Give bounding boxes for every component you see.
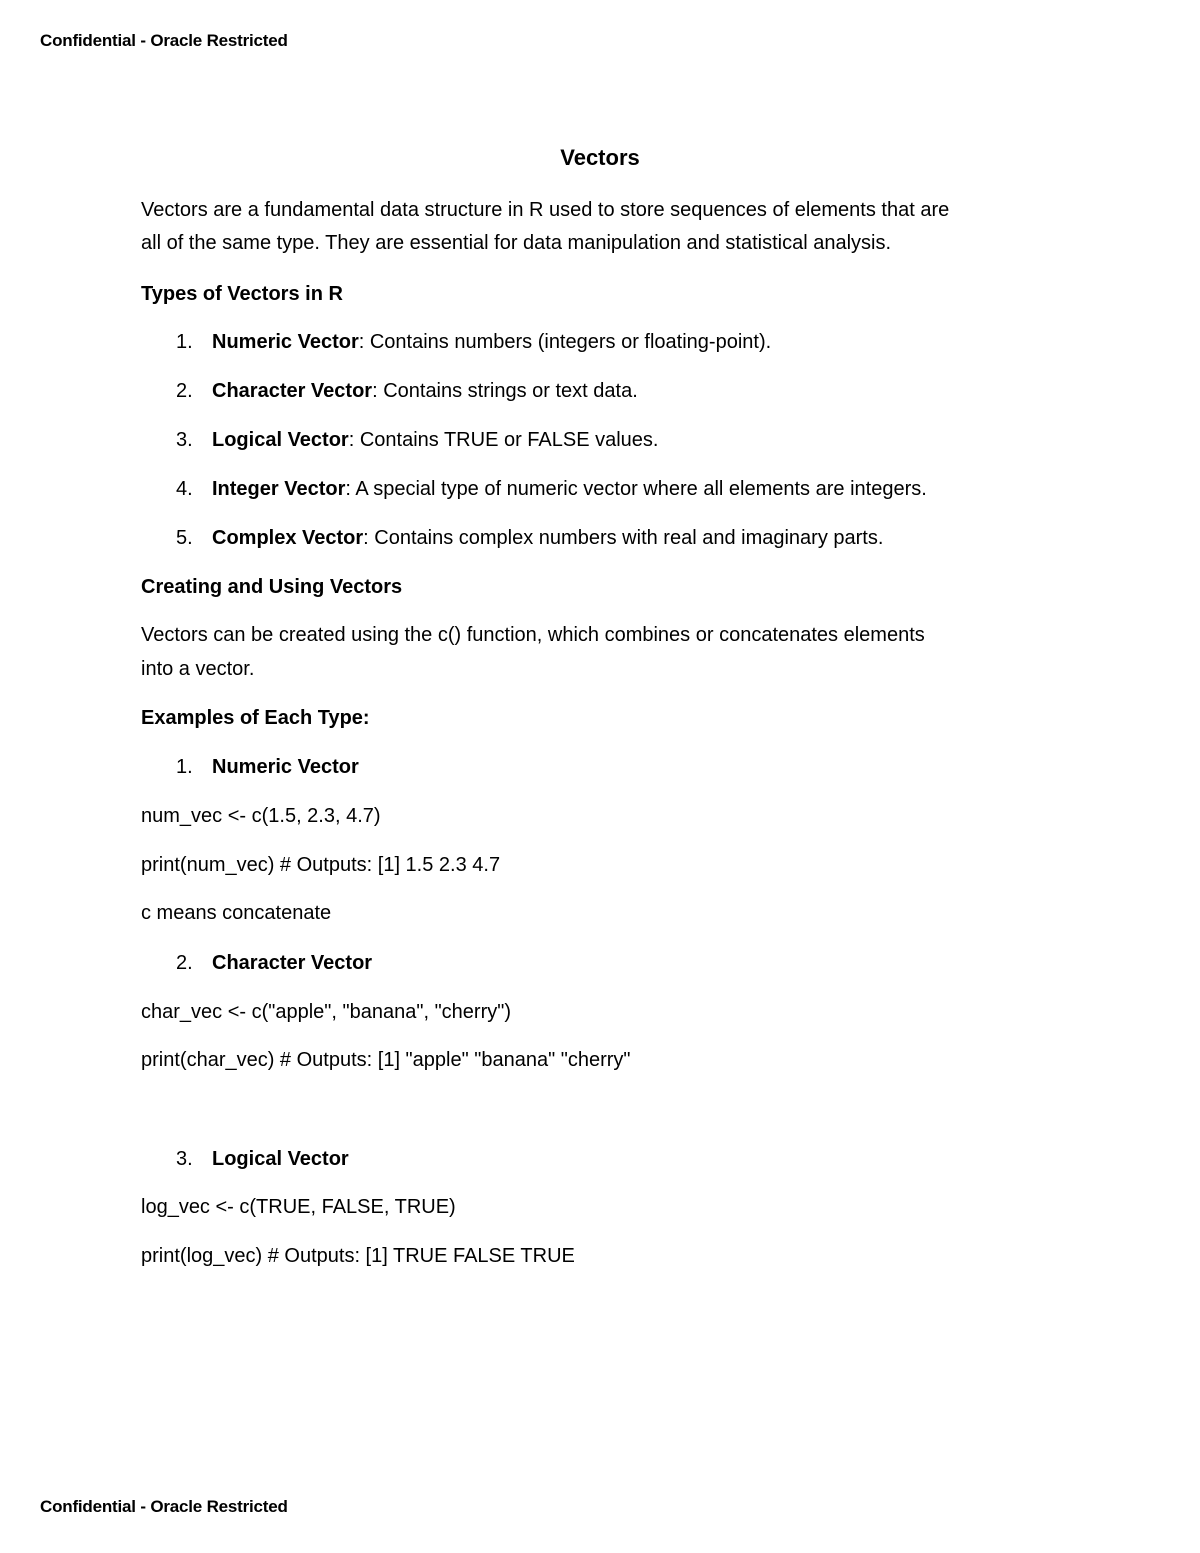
document-title: Vectors <box>560 145 640 170</box>
list-term: Complex Vector <box>212 527 364 549</box>
types-heading: Types of Vectors in R <box>141 283 343 305</box>
list-number: 2. <box>176 952 193 974</box>
examples-heading: Examples of Each Type: <box>141 707 370 729</box>
example-title: Character Vector <box>212 952 373 974</box>
list-number: 3. <box>176 429 193 451</box>
list-term: Logical Vector <box>212 429 349 451</box>
code-line: log_vec <- c(TRUE, FALSE, TRUE) <box>141 1196 456 1218</box>
code-line: print(log_vec) # Outputs: [1] TRUE FALSE TRUE <box>141 1245 575 1267</box>
creating-heading: Creating and Using Vectors <box>141 576 403 598</box>
list-description: : A special type of numeric vector where all elements are integers. <box>345 478 927 500</box>
list-term: Numeric Vector <box>212 331 359 353</box>
code-line: num_vec <- c(1.5, 2.3, 4.7) <box>141 805 381 827</box>
code-line: print(char_vec) # Outputs: [1] "apple" "banana" "cherry" <box>141 1049 631 1071</box>
list-number: 2. <box>176 380 193 402</box>
list-term: Integer Vector <box>212 478 346 500</box>
example-title: Logical Vector <box>212 1148 349 1170</box>
intro-line-1: Vectors are a fundamental data structure in R used to store sequences of elements that are <box>141 199 950 221</box>
code-line: print(num_vec) # Outputs: [1] 1.5 2.3 4.7 <box>141 854 501 876</box>
list-number: 5. <box>176 527 193 549</box>
intro-line-2: all of the same type. They are essential for data manipulation and statistical analysis. <box>141 232 892 254</box>
list-description: : Contains strings or text data. <box>372 380 638 402</box>
creating-line-1: Vectors can be created using the c() function, which combines or concatenates elements <box>141 624 925 646</box>
creating-line-2: into a vector. <box>141 658 255 680</box>
list-description: : Contains TRUE or FALSE values. <box>348 429 659 451</box>
note-text: c means concatenate <box>141 902 332 924</box>
list-number: 3. <box>176 1148 193 1170</box>
code-line: char_vec <- c("apple", "banana", "cherry") <box>141 1001 511 1023</box>
page-header: Confidential - Oracle Restricted <box>40 31 288 50</box>
list-number: 1. <box>176 756 193 778</box>
page-footer: Confidential - Oracle Restricted <box>40 1497 288 1516</box>
list-number: 1. <box>176 331 193 353</box>
list-description: : Contains numbers (integers or floating-point). <box>358 331 772 353</box>
list-term: Character Vector <box>212 380 373 402</box>
list-description: : Contains complex numbers with real and imaginary parts. <box>363 527 884 549</box>
list-number: 4. <box>176 478 193 500</box>
example-title: Numeric Vector <box>212 756 359 778</box>
